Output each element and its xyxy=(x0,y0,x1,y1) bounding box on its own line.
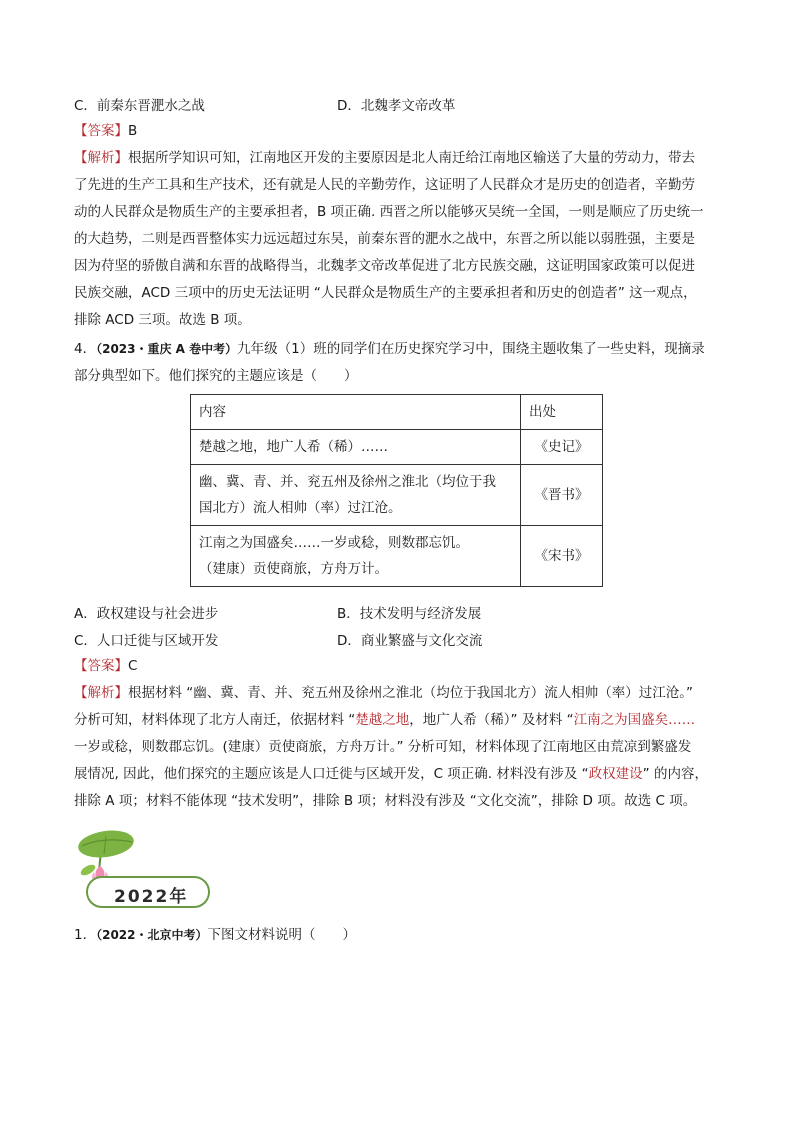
answer-value: C xyxy=(128,658,138,674)
q4-option-c: C．人口迁徙与区域开发 xyxy=(74,633,219,649)
q3-analysis-line-5: 因为苻坚的骄傲自满和东晋的战略得当，北魏孝文帝改革促进了北方民族交融，这证明国家政策可以促进 xyxy=(74,258,695,274)
q3-option-c: C．前秦东晋淝水之战 xyxy=(74,98,205,114)
q4-option-d: D．商业繁盛与文化交流 xyxy=(337,633,483,649)
q3-answer xyxy=(74,121,137,141)
q1-number: 1． xyxy=(74,927,97,943)
q4-option-b: B．技术发明与经济发展 xyxy=(337,606,482,622)
table-row xyxy=(191,430,603,465)
answer-tag: 【答案】 xyxy=(74,658,128,674)
highlight-text: 江南之为国盛矣…… xyxy=(573,712,696,728)
table-row xyxy=(191,526,603,587)
q4-source-table xyxy=(190,394,603,587)
answer-tag: 【答案】 xyxy=(74,123,128,139)
q1-2022-stem: 1．（2022・北京中考）下图文材料说明（ ） xyxy=(74,927,356,943)
analysis-tag: 【解析】 xyxy=(74,150,128,166)
q3-analysis-line-7: 排除 ACD 三项。故选 B 项。 xyxy=(74,312,251,328)
q3-analysis-line-6: 民族交融，ACD 三项中的历史无法证明 “人民群众是物质生产的主要承担者和历史的创造者” 这一观点， xyxy=(74,285,697,301)
table-cell-source: 《史记》 xyxy=(521,430,603,465)
q3-options-row xyxy=(74,94,714,114)
q4-options-row-2 xyxy=(74,629,714,649)
year-banner xyxy=(74,826,214,914)
highlight-text: 楚越之地 xyxy=(355,712,410,728)
q4-stem-line-1: 4．（2023・重庆 A 卷中考）九年级（1）班的同学们在历史探究学习中，围绕主题收集了一些史料，现摘录 xyxy=(74,341,705,357)
q3-analysis-line-2: 了先进的生产工具和生产技术，还有就是人民的辛勤劳作，这证明了人民群众才是历史的创造者，辛勤劳 xyxy=(74,177,695,193)
q3-option-d: D．北魏孝文帝改革 xyxy=(337,98,456,114)
table-cell-content: 楚越之地，地广人希（稀）…… xyxy=(191,430,521,465)
q4-options-row-1 xyxy=(74,602,714,622)
q3-analysis-line-4: 的大趋势，二则是西晋整体实力远远超过东吴，前秦东晋的淝水之战中，东晋之所以能以弱胜强，主要是 xyxy=(74,231,695,247)
table-cell-content: 江南之为国盛矣……一岁或稔，则数郡忘饥。 （建康）贡使商旅，方舟万计。 xyxy=(191,526,521,587)
table-cell-source: 《宋书》 xyxy=(521,526,603,587)
table-row xyxy=(191,465,603,526)
q4-source: （2023・重庆 A 卷中考） xyxy=(96,342,238,356)
q4-analysis-line-4: 展情况, 因此，他们探究的主题应该是人口迁徙与区域开发，C 项正确. 材料没有涉及 “政权建设” 的内容， xyxy=(74,766,708,782)
q4-analysis-line-3: 一岁或稔，则数郡忘饥。(建康）贡使商旅，方舟万计。” 分析可知，材料体现了江南地区由荒凉到繁盛发 xyxy=(74,739,692,755)
answer-value: B xyxy=(128,123,138,139)
q4-analysis-line-5: 排除 A 项；材料不能体现 “技术发明”，排除 B 项；材料没有涉及 “文化交流”，排除 D 项。故选 C 项。 xyxy=(74,793,697,809)
q1-source: （2022・北京中考） xyxy=(96,928,208,942)
q4-answer xyxy=(74,656,137,676)
analysis-tag: 【解析】 xyxy=(74,685,128,701)
q3-analysis-line-3: 动的人民群众是物质生产的主要承担者，B 项正确. 西晋之所以能够灭吴统一全国，一则是顺应了历史统一 xyxy=(74,204,704,220)
table-header-row xyxy=(191,395,603,430)
q4-analysis-line-1: 【解析】根据材料 “幽、冀、青、并、兖五州及徐州之淮北（均位于我国北方）流人相帅（率）过江沧。” xyxy=(74,685,694,701)
q4-option-a: A．政权建设与社会进步 xyxy=(74,606,219,622)
table-header-source: 出处 xyxy=(521,395,603,430)
highlight-text: 政权建设 xyxy=(588,766,643,782)
table-cell-source: 《晋书》 xyxy=(521,465,603,526)
q4-number: 4． xyxy=(74,341,97,357)
q4-analysis-line-2: 分析可知，材料体现了北方人南迁，依据材料 “楚越之地，地广人希（稀）” 及材料 “江南之为国盛矣…… xyxy=(74,712,696,728)
table-header-content: 内容 xyxy=(191,395,521,430)
q3-analysis-line-1: 【解析】根据所学知识可知，江南地区开发的主要原因是北人南迁给江南地区输送了大量的劳动力，带去 xyxy=(74,150,695,166)
table-cell-content: 幽、冀、青、并、兖五州及徐州之淮北（均位于我 国北方）流人相帅（率）过江沧。 xyxy=(191,465,521,526)
q4-stem-line-2: 部分典型如下。他们探究的主题应该是（ ） xyxy=(74,368,358,384)
year-label: 2022年 xyxy=(114,887,189,907)
